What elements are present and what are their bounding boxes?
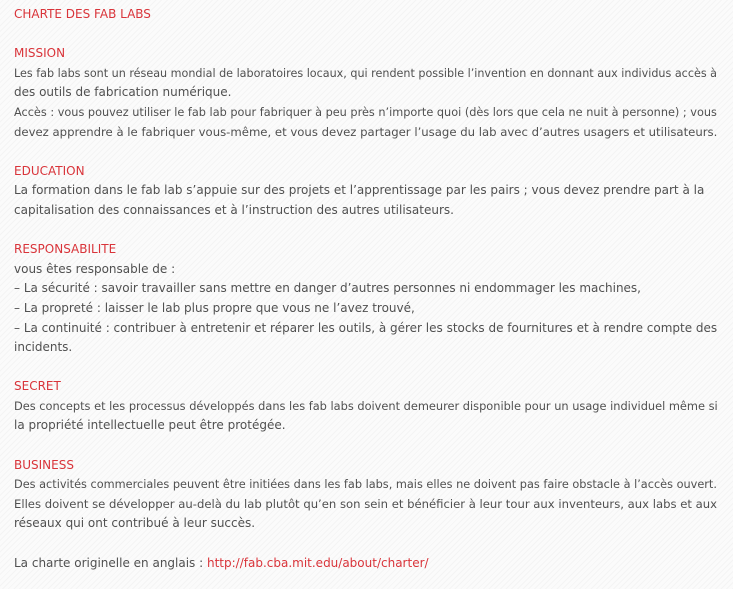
- footer-prefix: La charte originelle en anglais :: [14, 555, 207, 570]
- spacer: [14, 534, 718, 554]
- education-line-2: capitalisation des connaissances et à l’instruction des autres utilisateurs.: [14, 202, 454, 217]
- spacer: [14, 25, 718, 45]
- spacer: [14, 221, 718, 241]
- education-line-1: La formation dans le fab lab s’appuie sur des projets et l’apprentissage par les pairs ; vous devez prendre part à la: [14, 183, 705, 198]
- business-line-3: réseaux qui ont contribué à leur succès.: [14, 516, 256, 531]
- section-heading-education: EDUCATION: [14, 163, 85, 178]
- section-heading-secret: SECRET: [14, 379, 61, 394]
- spacer: [14, 358, 718, 378]
- section-secret: [14, 377, 718, 436]
- mission-line-4: devez apprendre à le fabriquer vous-même, et vous devez partager l’usage du lab avec d’autres usagers et utilisateurs.: [14, 124, 718, 139]
- business-line-2: Elles doivent se développer au-delà du lab plutôt qu’en son sein et bénéficier à leur tour aux inventeurs, aux labs et aux: [14, 496, 717, 511]
- section-heading-mission: MISSION: [14, 46, 66, 61]
- section-mission: [14, 44, 718, 142]
- responsabilite-line-3: – La propreté : laisser le lab plus propre que vous ne l’avez trouvé,: [14, 300, 415, 315]
- responsabilite-line-2: – La sécurité : savoir travailler sans mettre en danger d’autres personnes ni endommager les machines,: [14, 281, 641, 296]
- responsabilite-line-1: vous êtes responsable de :: [14, 261, 176, 276]
- footer-line: [14, 554, 718, 574]
- mission-line-1: Les fab labs sont un réseau mondial de laboratoires locaux, qui rendent possible l’invention en donnant aux individus accès à: [14, 66, 718, 80]
- section-education: [14, 162, 718, 221]
- secret-line-1: Des concepts et les processus développés dans les fab labs doivent demeurer disponible pour un usage individuel même si: [14, 398, 718, 413]
- section-heading-responsabilite: RESPONSABILITE: [14, 242, 117, 257]
- section-responsabilite: [14, 240, 718, 358]
- secret-line-2: la propriété intellectuelle peut être protégée.: [14, 418, 286, 433]
- spacer: [14, 142, 718, 162]
- mission-line-3: Accès : vous pouvez utiliser le fab lab pour fabriquer à peu près n’importe quoi (dès lors que cela ne nuit à personne) ; vous: [14, 105, 717, 119]
- section-heading-business: BUSINESS: [14, 457, 74, 472]
- responsabilite-line-4: – La continuité : contribuer à entretenir et réparer les outils, à gérer les stocks de fournitures et à rendre compte des: [14, 320, 718, 335]
- charter-link[interactable]: http://fab.cba.mit.edu/about/charter/: [206, 555, 429, 570]
- business-line-1: Des activités commerciales peuvent être initiées dans les fab labs, mais elles ne doivent pas faire obstacle à l’accès ouvert.: [14, 478, 717, 492]
- page-title: CHARTE DES FAB LABS: [14, 7, 151, 21]
- section-business: [14, 456, 718, 534]
- charter-document: [14, 5, 718, 573]
- spacer: [14, 436, 718, 456]
- responsabilite-line-5: incidents.: [14, 340, 73, 355]
- mission-line-2: des outils de fabrication numérique.: [14, 85, 232, 100]
